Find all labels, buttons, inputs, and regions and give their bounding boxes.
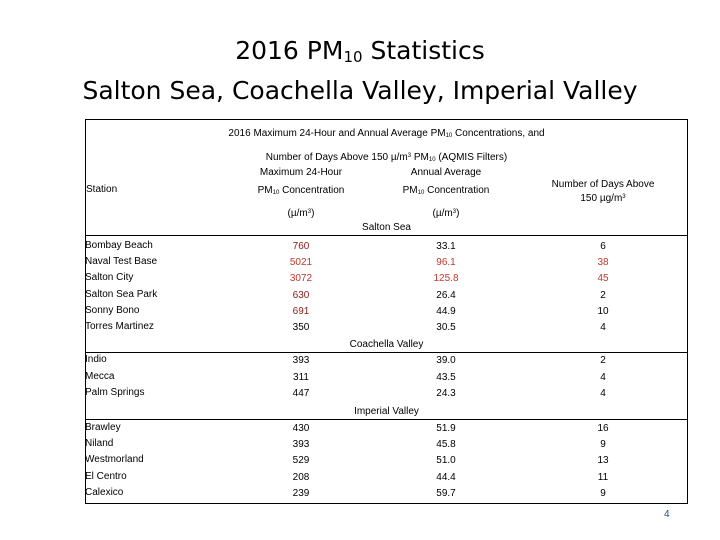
table-row-avg: 33.1	[436, 241, 456, 252]
table-row-station: Palm Springs	[85, 387, 145, 398]
caption2-mid: PM	[411, 152, 429, 163]
table-row-max: 5021	[289, 257, 313, 268]
table-row-max: 630	[292, 290, 310, 301]
table-row-days: 2	[600, 290, 606, 301]
caption-sub: 10	[445, 133, 453, 139]
table-row-days: 9	[600, 488, 606, 499]
slide-title	[0, 34, 720, 107]
header-max-line-1: Maximum 24-Hour	[259, 167, 343, 178]
table-row-avg: 30.5	[436, 322, 456, 333]
table-row-avg: 59.7	[436, 488, 456, 499]
table-row-station: Sonny Bono	[85, 305, 140, 316]
table-caption-line-2	[86, 150, 687, 166]
hdr-max-unit-sup: 3	[307, 209, 312, 215]
caption2-text: Number of Days Above 150 µ/m	[265, 152, 408, 163]
hdr-avg-pm: PM	[402, 185, 418, 196]
table-caption-line-1	[86, 128, 687, 142]
hdr-max-sub: 10	[272, 190, 280, 196]
table-row-days: 13	[597, 455, 609, 466]
table-row-avg: 44.4	[436, 472, 456, 483]
table-row-max: 691	[292, 306, 310, 317]
table-row-days: 2	[600, 355, 606, 366]
title-text: 2016 PM	[235, 36, 344, 65]
hdr-avg-unit-post: )	[456, 208, 460, 219]
header-avg-line-2	[376, 185, 516, 199]
table-row-max: 208	[292, 472, 310, 483]
hdr-avg-unit-sup: 3	[452, 209, 457, 215]
table-row-avg: 51.9	[436, 423, 456, 434]
table-row-max: 311	[293, 372, 309, 383]
header-days-line-1: Number of Days Above	[551, 179, 655, 190]
header-days-line-2	[518, 191, 688, 205]
table-row-max: 3072	[289, 273, 313, 284]
table-row-max: 447	[292, 388, 310, 399]
table-row-avg: 125.8	[433, 273, 459, 284]
table-row-days: 9	[600, 439, 606, 450]
caption2-sub: 10	[428, 157, 436, 163]
hdr-avg-post: Concentration	[424, 185, 490, 196]
table-row-station: Bombay Beach	[85, 240, 153, 251]
table-row-days: 4	[600, 322, 606, 333]
caption2-sup: 3	[407, 153, 412, 159]
hdr-max-pm: PM	[257, 185, 273, 196]
caption-text-post: Concentrations, and	[452, 128, 545, 139]
table-row-days: 4	[600, 388, 606, 399]
table-row-max: 430	[292, 423, 310, 434]
table-row-avg: 51.0	[436, 455, 456, 466]
title-line-1	[0, 34, 720, 74]
table-row-avg: 24.3	[436, 388, 456, 399]
table-row-max: 760	[292, 241, 310, 252]
title-line-2: Salton Sea, Coachella Valley, Imperial Valley	[82, 76, 638, 105]
table-row-station: Calexico	[85, 487, 124, 498]
table-row-days: 6	[600, 241, 606, 252]
table-row-avg: 45.8	[436, 439, 456, 450]
table-row-station: Mecca	[85, 371, 115, 382]
header-avg-unit	[376, 206, 516, 220]
region-divider	[86, 352, 687, 353]
table-row-max: 529	[292, 455, 310, 466]
title-text-post: Statistics	[362, 36, 485, 65]
table-row-avg: 26.4	[436, 290, 456, 301]
hdr-max-post: Concentration	[279, 185, 345, 196]
table-row-avg: 44.9	[436, 306, 456, 317]
caption2-text-post: (AQMIS Filters)	[435, 152, 508, 163]
table-row-station: Westmorland	[85, 454, 144, 465]
region-divider	[86, 419, 687, 420]
table-row-days: 38	[597, 257, 609, 268]
hdr-days-sup: 3	[622, 194, 626, 200]
table-row-station: Brawley	[85, 422, 121, 433]
hdr-avg-sub: 10	[417, 190, 425, 196]
hdr-days-pre: 150 µg/m	[580, 193, 623, 204]
table-row-max: 350	[292, 322, 310, 333]
table-row-station: Naval Test Base	[85, 256, 158, 267]
table-row-station: El Centro	[85, 471, 127, 482]
region-heading: Imperial Valley	[354, 406, 419, 417]
table-row-avg: 43.5	[436, 372, 456, 383]
table-row-station: Salton City	[85, 272, 134, 283]
table-row-station: Indio	[85, 354, 107, 365]
statistics-table	[85, 119, 688, 504]
table-row-days: 4	[600, 372, 606, 383]
table-row-days: 10	[597, 306, 609, 317]
title-subscript: 10	[343, 48, 363, 66]
header-avg-line-1: Annual Average	[410, 167, 482, 178]
region-heading: Coachella Valley	[349, 339, 424, 350]
table-row-max: 393	[292, 355, 310, 366]
table-row-avg: 96.1	[436, 257, 456, 268]
page-number: 4	[664, 509, 670, 520]
table-row-days: 16	[597, 423, 609, 434]
table-row-station: Torres Martinez	[85, 321, 154, 332]
hdr-max-unit-pre: (µ/m	[287, 208, 308, 219]
hdr-avg-unit-pre: (µ/m	[432, 208, 453, 219]
region-divider	[86, 235, 687, 236]
region-heading: Salton Sea	[362, 222, 411, 233]
caption-text: 2016 Maximum 24-Hour and Annual Average PM	[228, 128, 446, 139]
header-max-line-2	[231, 185, 371, 199]
table-row-station: Niland	[85, 438, 114, 449]
hdr-max-unit-post: )	[311, 208, 315, 219]
header-max-unit	[231, 206, 371, 220]
table-row-avg: 39.0	[436, 355, 456, 366]
table-row-days: 45	[597, 273, 609, 284]
table-row-station: Salton Sea Park	[85, 289, 158, 300]
table-row-max: 239	[292, 488, 310, 499]
table-row-max: 393	[292, 439, 310, 450]
table-row-days: 11	[597, 472, 609, 483]
header-station: Station	[86, 184, 118, 195]
